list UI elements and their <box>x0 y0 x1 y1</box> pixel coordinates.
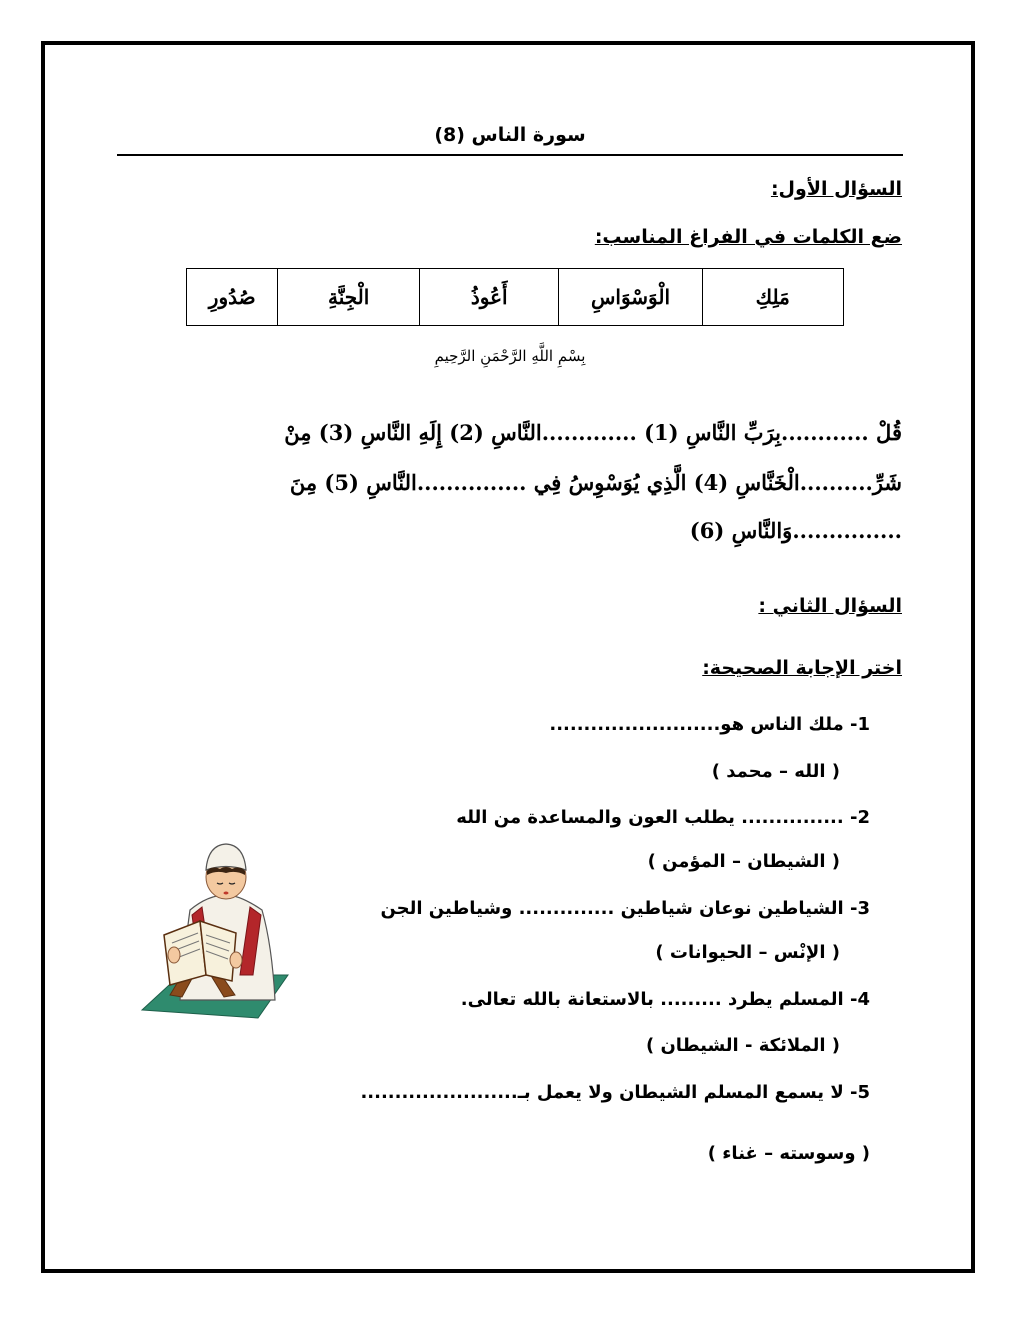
verse-line-1: قُلْ ............بِرَبِّ النَّاسِ (1) .............النَّاسِ (2) إِلَهِ النَّاسِ (3) مِنْ <box>284 420 902 445</box>
mcq-question-4: 4- المسلم يطرد ......... بالاستعانة بالله تعالى. <box>460 989 870 1010</box>
word-bank-cell: أَعُوذُ <box>419 269 559 326</box>
word-bank-cell: مَلِكِ <box>702 269 843 326</box>
mcq-options-1: ( الله – محمد ) <box>711 761 840 782</box>
basmala: بِسْمِ اللَّهِ الرَّحْمَنِ الرَّحِيمِ <box>434 347 586 365</box>
mcq-options-3: ( الإنْس – الحيوانات ) <box>655 942 840 963</box>
question-1-instruction: ضع الكلمات في الفراغ المناسب: <box>594 226 902 248</box>
word-bank-cell: الْجِنَّةِ <box>278 269 420 326</box>
mcq-options-2: ( الشيطان – المؤمن ) <box>647 851 840 872</box>
mcq-options-5: ( وسوسته – غناء ) <box>707 1143 870 1164</box>
verse-line-3: ...............وَالنَّاسِ (6) <box>689 518 902 543</box>
verse-line-2: شَرِّ..........الْخَنَّاسِ (4) الَّذِي يُوَسْوِسُ فِي ...............النَّاسِ (5) مِنَ <box>289 470 902 495</box>
word-bank-cell: الْوَسْوَاسِ <box>559 269 702 326</box>
title-underline <box>117 154 903 156</box>
mcq-options-4: ( الملائكة - الشيطان ) <box>645 1035 840 1056</box>
boy-reading-quran-illustration <box>140 825 290 1025</box>
word-bank-table <box>186 268 844 326</box>
mcq-question-1: 1- ملك الناس هو......................... <box>549 714 870 735</box>
mcq-question-3: 3- الشياطين نوعان شياطين .............. وشياطين الجن <box>380 898 870 919</box>
worksheet-title: سورة الناس (8) <box>434 124 586 146</box>
mcq-question-2: 2- ............... يطلب العون والمساعدة من الله <box>456 807 870 828</box>
question-2-heading: السؤال الثاني : <box>758 595 902 617</box>
question-2-instruction: اختر الإجابة الصحيحة: <box>702 657 902 679</box>
word-bank-cell: صُدُورِ <box>187 269 278 326</box>
question-1-heading: السؤال الأول: <box>770 178 902 200</box>
mcq-question-5: 5- لا يسمع المسلم الشيطان ولا يعمل بـ....................... <box>360 1082 870 1103</box>
